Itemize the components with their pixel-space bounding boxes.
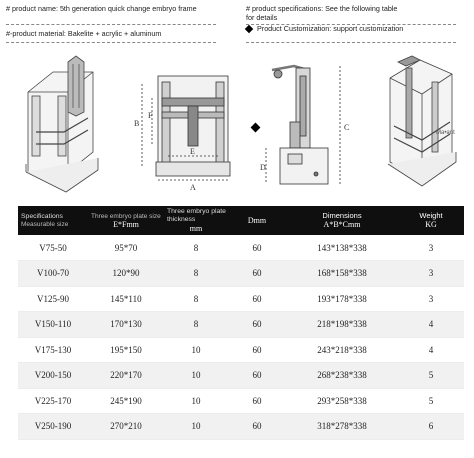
spec-cell: V100-70 [18, 261, 88, 287]
plate-size-cell: 195*150 [88, 337, 164, 363]
d-cell: 60 [228, 235, 286, 261]
d-cell: 60 [228, 337, 286, 363]
dim-e: E [190, 147, 195, 156]
table-row [18, 286, 464, 312]
spec-cell: V250-190 [18, 414, 88, 440]
d-cell: 60 [228, 312, 286, 338]
dim-a: A [190, 183, 196, 192]
plate-size-cell: 120*90 [88, 261, 164, 287]
weight-cell: 5 [398, 363, 464, 389]
header-divider-bottom-left [6, 42, 216, 43]
diamond-icon [245, 25, 253, 33]
table-row [18, 261, 464, 287]
dim-c: C [344, 123, 350, 132]
dimensions-cell: 268*238*338 [286, 363, 398, 389]
d-cell: 60 [228, 286, 286, 312]
machine-front-view [128, 52, 248, 202]
d-cell: 60 [228, 414, 286, 440]
dimensions-cell: 168*158*338 [286, 261, 398, 287]
thickness-cell: 10 [164, 337, 228, 363]
spec-cell: V200-150 [18, 363, 88, 389]
dim-b: B [134, 119, 140, 128]
customization-label: Product Customization: support customization [257, 24, 404, 33]
plate-size-cell: 220*170 [88, 363, 164, 389]
product-drawings [0, 52, 474, 202]
weight-cell: 3 [398, 235, 464, 261]
table-header-row [18, 206, 464, 235]
table-row [18, 312, 464, 338]
spec-cell: V150-110 [18, 312, 88, 338]
header-divider-left [6, 24, 216, 25]
thickness-cell: 8 [164, 235, 228, 261]
table-row [18, 235, 464, 261]
weight-cell: 5 [398, 388, 464, 414]
weight-cell: 6 [398, 414, 464, 440]
table-row [18, 388, 464, 414]
plate-size-cell: 170*130 [88, 312, 164, 338]
header-specifications: Specifications Measurable size [21, 213, 69, 228]
machine-iso-left [18, 52, 118, 202]
product-name-text: # product name: 5th generation quick change embryo frame [6, 4, 197, 13]
dimensions-cell: 243*218*338 [286, 337, 398, 363]
thickness-cell: 8 [164, 286, 228, 312]
table-row [18, 414, 464, 440]
d-cell: 60 [228, 261, 286, 287]
plate-size-cell: 95*70 [88, 235, 164, 261]
spec-cell: V75-50 [18, 235, 88, 261]
customization-text [246, 24, 416, 33]
weight-cell: 3 [398, 286, 464, 312]
thickness-cell: 10 [164, 388, 228, 414]
dimensions-cell: 293*258*338 [286, 388, 398, 414]
header-weight: Weight KG [419, 211, 443, 229]
table-row [18, 363, 464, 389]
header-dimensions: Dimensions A*B*Cmm [322, 211, 362, 229]
dimensions-cell: 218*198*338 [286, 312, 398, 338]
plate-size-cell: 270*210 [88, 414, 164, 440]
dimensions-cell: 318*278*338 [286, 414, 398, 440]
thickness-cell: 10 [164, 414, 228, 440]
machine-iso-right [376, 52, 468, 202]
dim-d: D [260, 163, 266, 172]
dimensions-cell: 193*178*338 [286, 286, 398, 312]
machine-side-view [248, 52, 360, 202]
weight-cell: 3 [398, 261, 464, 287]
plate-size-cell: 145*110 [88, 286, 164, 312]
dimensions-cell: 143*138*338 [286, 235, 398, 261]
header-plate-size: Three embryo plate size E*Fmm [91, 212, 161, 229]
product-specs-text: # product specifications: See the following table for details [246, 4, 398, 22]
dim-f: F [148, 111, 153, 120]
table-body [18, 235, 464, 439]
spec-cell: V225-170 [18, 388, 88, 414]
thickness-cell: 8 [164, 261, 228, 287]
header-d: Dmm [247, 216, 267, 225]
header-plate-thickness: Three embryo plate thickness mm [167, 208, 226, 233]
thickness-cell: 8 [164, 312, 228, 338]
plate-size-cell: 245*190 [88, 388, 164, 414]
watermark-text: Ma•ant [436, 130, 455, 136]
d-cell: 60 [228, 363, 286, 389]
weight-cell: 4 [398, 312, 464, 338]
d-cell: 60 [228, 388, 286, 414]
thickness-cell: 10 [164, 363, 228, 389]
product-material-text: #-product material: Bakelite + acrylic + aluminum [6, 29, 162, 38]
table-row [18, 337, 464, 363]
spec-cell: V175-130 [18, 337, 88, 363]
header-divider-bottom-right [246, 42, 456, 43]
weight-cell: 4 [398, 337, 464, 363]
spec-cell: V125-90 [18, 286, 88, 312]
spec-table [18, 206, 464, 440]
